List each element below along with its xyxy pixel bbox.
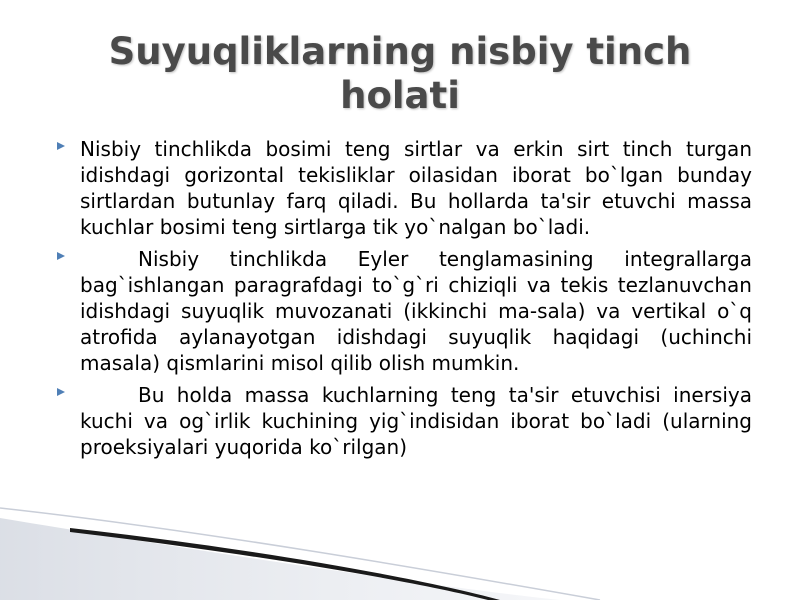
bullet-item (56, 136, 752, 240)
decor-light-band (0, 518, 560, 600)
bullet-list (56, 136, 752, 466)
bullet-text: Nisbiy tinchlikda Eyler tenglamasining integrallarga bag`ishlangan paragrafdagi to`g`ri chiziqli va tekis tezlanuvchan idishdagi suyuqlik muvozanati (ikkinchi ma-sala) va vertikal o`q atrofida aylanayotgan idishdagi suyuqlik haqidagi (uchinchi masala) qismlarini misol qilib olish mumkin. (80, 247, 752, 375)
decor-thin-line (0, 508, 600, 600)
bullet-item (56, 382, 752, 460)
decor-dark-stripe (70, 528, 500, 600)
triangle-bullet-icon (56, 141, 66, 151)
bullet-item (56, 246, 752, 376)
bullet-text: Bu holda massa kuchlarning teng ta'sir etuvchisi inersiya kuchi va og`irlik kuchining yig`indisidan iborat bo`ladi (ularning proeksiyalari yuqorida ko`rilgan) (80, 383, 752, 459)
slide-title: Suyuqliklarning nisbiy tinch holati (108, 30, 692, 117)
triangle-bullet-icon (56, 251, 66, 261)
triangle-bullet-icon (56, 387, 66, 397)
bullet-text: Nisbiy tinchlikda bosimi teng sirtlar va erkin sirt tinch turgan idishdagi gorizontal tekisliklar oilasidan iborat bo`lgan bunday sirtlardan butunlay farq qiladi. Bu hollarda ta'sir etuvchi massa kuchlar bosimi teng sirtlarga tik yo`nalgan bo`ladi. (80, 137, 752, 239)
